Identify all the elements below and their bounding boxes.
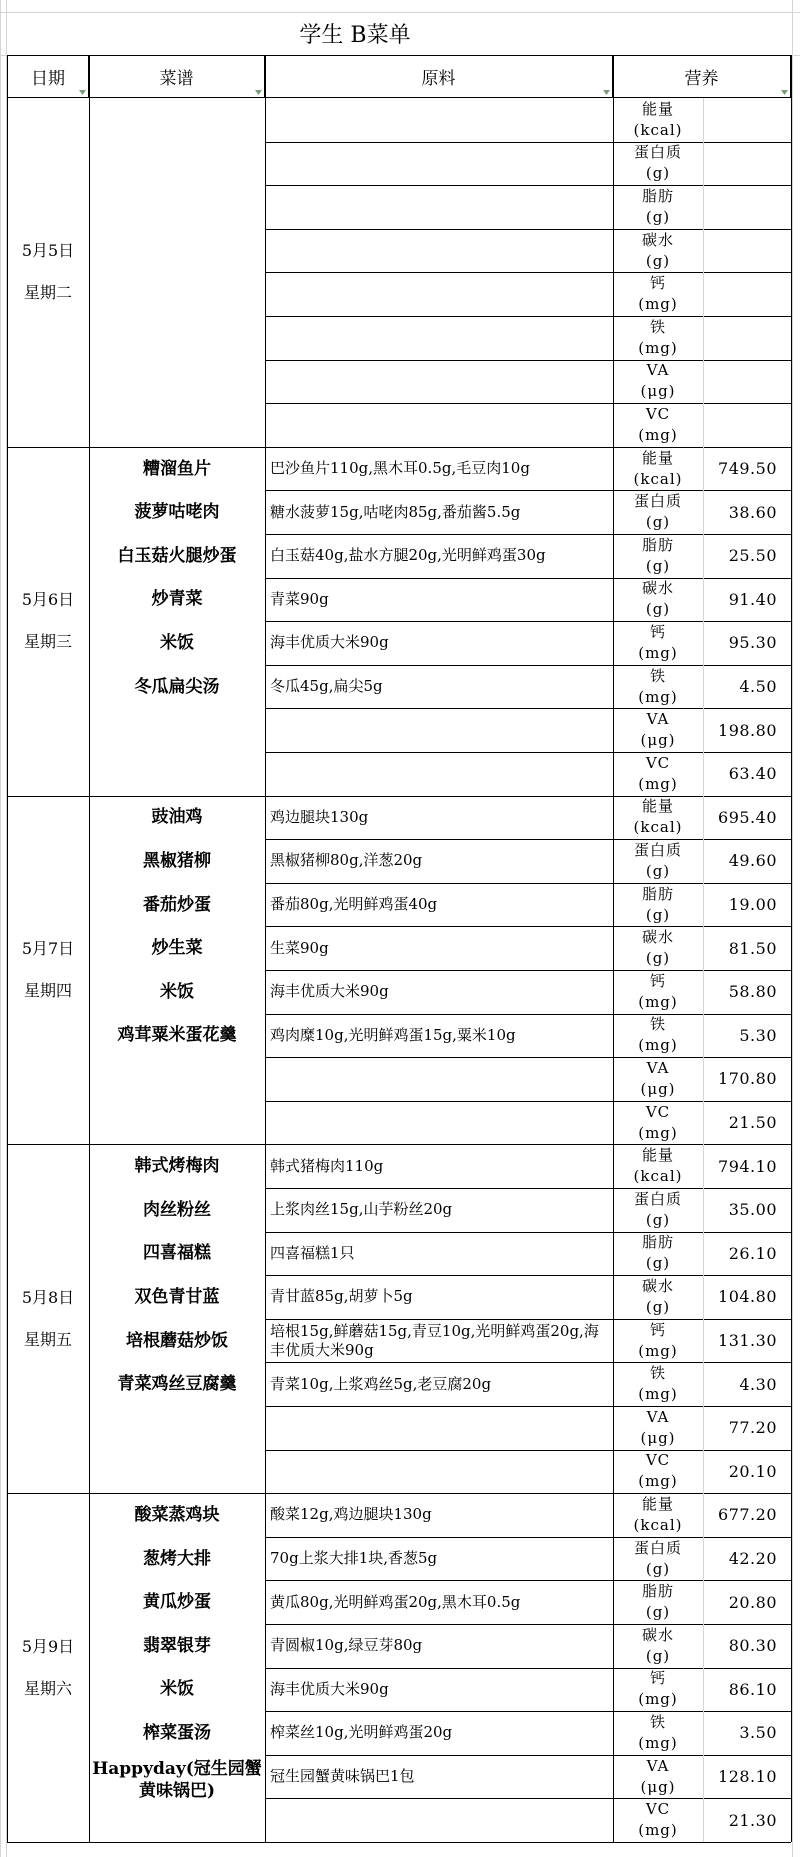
nutrient-value: 77.20 bbox=[728, 1418, 777, 1438]
nutrient-unit: (μg) bbox=[640, 1777, 676, 1796]
gridline bbox=[265, 578, 791, 579]
dish-name: 双色青甘蓝 bbox=[134, 1286, 220, 1307]
nutrient-label bbox=[613, 316, 703, 360]
gridline bbox=[265, 534, 791, 535]
dish-name: 葱烤大排 bbox=[143, 1548, 211, 1569]
nutrient-value: 695.40 bbox=[718, 807, 777, 827]
nutrient-name: 铁 bbox=[649, 666, 666, 685]
nutrient-value: 128.10 bbox=[718, 1767, 777, 1787]
nutrient-name: 钙 bbox=[649, 274, 666, 293]
dish-ingredients: 海丰优质大米90g bbox=[270, 633, 389, 652]
nutrient-value: 104.80 bbox=[718, 1287, 777, 1307]
gridline bbox=[265, 1188, 791, 1189]
nutrient-unit: (mg) bbox=[638, 774, 678, 793]
nutrient-unit: (mg) bbox=[638, 687, 678, 706]
dish-name: 菠萝咕咾肉 bbox=[134, 502, 220, 523]
dish-name: 米饭 bbox=[160, 1679, 194, 1700]
nutrient-name: VC bbox=[645, 1102, 671, 1121]
nutrient-name: VC bbox=[645, 1451, 671, 1470]
dish-name: 酸菜蒸鸡块 bbox=[134, 1504, 220, 1525]
nutrient-name: 能量 bbox=[641, 1494, 674, 1513]
nutrient-label bbox=[613, 665, 703, 709]
dish-name: 米饭 bbox=[160, 632, 194, 653]
gridline bbox=[265, 1014, 791, 1015]
nutrient-name: 碳水 bbox=[641, 1625, 674, 1644]
nutrient-unit: (mg) bbox=[638, 643, 678, 662]
gridline bbox=[7, 55, 791, 56]
date-cell bbox=[7, 796, 89, 1145]
gridline bbox=[265, 360, 791, 361]
nutrient-name: 钙 bbox=[649, 1320, 666, 1339]
nutrient-label bbox=[613, 534, 703, 578]
gridline bbox=[265, 316, 791, 317]
date-cell bbox=[7, 1144, 89, 1493]
nutrient-unit: (mg) bbox=[638, 1690, 678, 1709]
nutrient-unit: (g) bbox=[645, 556, 671, 575]
gridline bbox=[265, 1580, 791, 1581]
dish-ingredients: 鸡肉糜10g,光明鲜鸡蛋15g,粟米10g bbox=[270, 1025, 516, 1044]
nutrient-unit: (kcal) bbox=[633, 1167, 683, 1186]
nutrient-name: VA bbox=[646, 1756, 670, 1775]
nutrient-name: 脂肪 bbox=[641, 186, 674, 205]
header-ingredients-label: 原料 bbox=[421, 69, 456, 89]
nutrient-name: 碳水 bbox=[641, 1276, 674, 1295]
nutrient-label bbox=[613, 708, 703, 752]
nutrient-label bbox=[613, 1537, 703, 1581]
nutrient-name: 能量 bbox=[641, 448, 674, 467]
nutrient-label bbox=[613, 272, 703, 316]
dish-ingredients: 鸡边腿块130g bbox=[270, 807, 369, 826]
nutrient-label bbox=[613, 1450, 703, 1494]
nutrient-label bbox=[613, 1668, 703, 1712]
nutrient-label bbox=[613, 796, 703, 840]
nutrient-unit: (kcal) bbox=[633, 818, 683, 837]
nutrient-value bbox=[703, 229, 791, 273]
nutrient-label bbox=[613, 1232, 703, 1276]
date-label: 5月9日 bbox=[21, 1636, 75, 1656]
date-cell bbox=[7, 1493, 89, 1842]
gridline bbox=[265, 1406, 791, 1407]
nutrient-name: 脂肪 bbox=[641, 535, 674, 554]
dish-name: 炒青菜 bbox=[151, 589, 203, 610]
date-label: 5月7日 bbox=[21, 938, 75, 958]
nutrient-value: 91.40 bbox=[728, 589, 777, 609]
menu-title: 学生 B菜单 bbox=[299, 22, 411, 48]
nutrient-unit: (g) bbox=[645, 1559, 671, 1578]
dish-ingredients: 上浆肉丝15g,山芋粉丝20g bbox=[270, 1200, 453, 1219]
nutrient-name: 铁 bbox=[649, 1015, 666, 1034]
gridline bbox=[265, 1101, 791, 1102]
nutrient-label bbox=[613, 1406, 703, 1450]
weekday-label: 星期四 bbox=[23, 980, 72, 1000]
nutrient-unit: (g) bbox=[645, 164, 671, 183]
nutrient-unit: (kcal) bbox=[633, 1515, 683, 1534]
nutrient-value bbox=[703, 403, 791, 447]
dish-ingredients: 番茄80g,光明鲜鸡蛋40g bbox=[270, 895, 438, 914]
nutrient-label bbox=[613, 142, 703, 186]
filter-dropdown-icon[interactable] bbox=[79, 90, 86, 95]
nutrient-unit: (mg) bbox=[638, 1123, 678, 1142]
nutrient-label bbox=[613, 1275, 703, 1319]
dish-name: 鸡茸粟米蛋花羹 bbox=[117, 1025, 237, 1046]
nutrient-name: 能量 bbox=[641, 99, 674, 118]
dish-name: 青菜鸡丝豆腐羹 bbox=[117, 1374, 237, 1395]
nutrient-label bbox=[613, 1798, 703, 1842]
dish-ingredients: 生菜90g bbox=[270, 938, 329, 957]
dish-name: 翡翠银芽 bbox=[143, 1635, 211, 1656]
header-ingredients[interactable] bbox=[265, 56, 613, 98]
nutrient-value: 95.30 bbox=[728, 633, 777, 653]
nutrient-unit: (μg) bbox=[640, 1079, 676, 1098]
nutrient-name: 钙 bbox=[649, 622, 666, 641]
nutrient-name: 脂肪 bbox=[641, 1233, 674, 1252]
nutrient-label bbox=[613, 621, 703, 665]
gridline bbox=[265, 185, 791, 186]
nutrient-label bbox=[613, 883, 703, 927]
dish-ingredients: 冠生园蟹黄味锅巴1包 bbox=[270, 1767, 415, 1786]
nutrient-unit: (g) bbox=[645, 600, 671, 619]
dish-ingredients: 海丰优质大米90g bbox=[270, 982, 389, 1001]
header-nutrition[interactable] bbox=[613, 56, 791, 98]
dish-ingredients: 黄瓜80g,光明鲜鸡蛋20g,黑木耳0.5g bbox=[270, 1592, 521, 1611]
nutrient-value bbox=[703, 98, 791, 142]
dish-name: 糟溜鱼片 bbox=[143, 458, 211, 479]
nutrient-label bbox=[613, 1057, 703, 1101]
dish-name: 番茄炒蛋 bbox=[143, 894, 211, 915]
nutrient-unit: (mg) bbox=[638, 1036, 678, 1055]
gridline bbox=[265, 621, 791, 622]
nutrient-name: VC bbox=[645, 404, 671, 423]
gridline bbox=[265, 229, 791, 230]
nutrient-label bbox=[613, 578, 703, 622]
dish-ingredients: 酸菜12g,鸡边腿块130g bbox=[270, 1505, 432, 1524]
faint-gridline bbox=[0, 12, 800, 13]
nutrient-value: 794.10 bbox=[718, 1156, 777, 1176]
gridline bbox=[265, 883, 791, 884]
dish-name: 韩式烤梅肉 bbox=[134, 1156, 220, 1177]
faint-gridline bbox=[0, 0, 1, 1857]
nutrient-unit: (g) bbox=[645, 207, 671, 226]
nutrient-value: 35.00 bbox=[728, 1200, 777, 1220]
nutrient-name: VC bbox=[645, 753, 671, 772]
nutrient-label bbox=[613, 360, 703, 404]
nutrient-unit: (kcal) bbox=[633, 469, 683, 488]
gridline bbox=[265, 1711, 791, 1712]
nutrient-unit: (g) bbox=[645, 905, 671, 924]
dish-name: 黑椒猪柳 bbox=[143, 850, 211, 871]
gridline bbox=[265, 926, 791, 927]
nutrient-name: 蛋白质 bbox=[633, 1538, 682, 1557]
nutrient-value: 25.50 bbox=[728, 546, 777, 566]
nutrient-name: 蛋白质 bbox=[633, 143, 682, 162]
nutrient-unit: (mg) bbox=[638, 1472, 678, 1491]
nutrient-label bbox=[613, 839, 703, 883]
nutrient-value bbox=[703, 316, 791, 360]
gridline bbox=[265, 403, 791, 404]
dish-ingredients: 韩式猪梅肉110g bbox=[270, 1156, 384, 1175]
dish-ingredients: 70g上浆大排1块,香葱5g bbox=[270, 1549, 438, 1568]
faint-gridline bbox=[703, 98, 704, 1842]
nutrient-unit: (g) bbox=[645, 513, 671, 532]
nutrient-value: 80.30 bbox=[728, 1636, 777, 1656]
nutrient-label bbox=[613, 1755, 703, 1799]
nutrient-value: 86.10 bbox=[728, 1679, 777, 1699]
nutrient-name: 钙 bbox=[649, 971, 666, 990]
dish-ingredients: 黑椒猪柳80g,洋葱20g bbox=[270, 851, 423, 870]
dish-ingredients: 榨菜丝10g,光明鲜鸡蛋20g bbox=[270, 1723, 453, 1742]
dish-ingredients: 青菜90g bbox=[270, 589, 329, 608]
nutrient-value: 3.50 bbox=[739, 1723, 777, 1743]
dish-name: 冬瓜扁尖汤 bbox=[134, 676, 220, 697]
nutrient-label bbox=[613, 1319, 703, 1363]
nutrient-unit: (μg) bbox=[640, 731, 676, 750]
nutrient-value: 21.50 bbox=[728, 1113, 777, 1133]
nutrient-unit: (g) bbox=[645, 251, 671, 270]
weekday-label: 星期六 bbox=[23, 1678, 72, 1698]
nutrient-label bbox=[613, 98, 703, 142]
gridline bbox=[265, 1275, 791, 1276]
nutrient-label bbox=[613, 1711, 703, 1755]
gridline bbox=[265, 1668, 791, 1669]
nutrient-name: 蛋白质 bbox=[633, 840, 682, 859]
nutrient-label bbox=[613, 229, 703, 273]
nutrient-value: 198.80 bbox=[718, 720, 777, 740]
dish-ingredients: 四喜福糕1只 bbox=[270, 1243, 355, 1262]
nutrient-name: VA bbox=[646, 1407, 670, 1426]
nutrient-label bbox=[613, 1580, 703, 1624]
nutrient-name: 碳水 bbox=[641, 579, 674, 598]
gridline bbox=[613, 55, 614, 1842]
nutrient-unit: (g) bbox=[645, 1210, 671, 1229]
nutrient-name: 蛋白质 bbox=[633, 492, 682, 511]
date-label: 5月8日 bbox=[21, 1287, 75, 1307]
nutrient-label bbox=[613, 1101, 703, 1145]
nutrient-value: 170.80 bbox=[718, 1069, 777, 1089]
dish-ingredients: 青甘蓝85g,胡萝卜5g bbox=[270, 1287, 413, 1306]
gridline bbox=[265, 1450, 791, 1451]
date-label: 5月5日 bbox=[21, 241, 75, 261]
nutrient-value: 5.30 bbox=[739, 1025, 777, 1045]
dish-name: 豉油鸡 bbox=[151, 807, 203, 828]
dish-name: Happyday(冠生园蟹黄味锅巴) bbox=[92, 1758, 262, 1801]
nutrient-label bbox=[613, 1362, 703, 1406]
nutrient-value: 4.50 bbox=[739, 677, 777, 697]
dish-ingredients: 巴沙鱼片110g,黑木耳0.5g,毛豆肉10g bbox=[270, 459, 530, 478]
nutrient-label bbox=[613, 1493, 703, 1537]
nutrient-name: 蛋白质 bbox=[633, 1189, 682, 1208]
nutrient-label bbox=[613, 185, 703, 229]
gridline bbox=[265, 839, 791, 840]
nutrient-label bbox=[613, 1144, 703, 1188]
dish-ingredients: 青圆椒10g,绿豆芽80g bbox=[270, 1636, 423, 1655]
nutrient-value: 677.20 bbox=[718, 1505, 777, 1525]
nutrient-value: 63.40 bbox=[728, 764, 777, 784]
nutrient-label bbox=[613, 490, 703, 534]
dish-name: 培根蘑菇炒饭 bbox=[126, 1330, 228, 1351]
gridline bbox=[265, 272, 791, 273]
nutrient-unit: (kcal) bbox=[633, 120, 683, 139]
weekday-label: 星期二 bbox=[23, 283, 72, 303]
gridline bbox=[265, 1624, 791, 1625]
nutrient-value bbox=[703, 142, 791, 186]
nutrient-name: 铁 bbox=[649, 317, 666, 336]
gridline bbox=[791, 55, 792, 1842]
dish-ingredients: 冬瓜45g,扁尖5g bbox=[270, 677, 383, 696]
nutrient-label bbox=[613, 926, 703, 970]
nutrient-value: 20.80 bbox=[728, 1592, 777, 1612]
nutrient-value bbox=[703, 360, 791, 404]
nutrient-name: 铁 bbox=[649, 1364, 666, 1383]
dish-name: 米饭 bbox=[160, 981, 194, 1002]
dish-ingredients: 青菜10g,上浆鸡丝5g,老豆腐20g bbox=[270, 1374, 492, 1393]
nutrient-name: 碳水 bbox=[641, 230, 674, 249]
gridline bbox=[265, 1362, 791, 1363]
nutrient-value: 81.50 bbox=[728, 938, 777, 958]
dish-name: 四喜福糕 bbox=[143, 1243, 211, 1264]
gridline bbox=[7, 1842, 791, 1843]
filter-dropdown-icon[interactable] bbox=[255, 90, 262, 95]
nutrient-unit: (mg) bbox=[638, 992, 678, 1011]
gridline bbox=[265, 1537, 791, 1538]
nutrient-label bbox=[613, 1624, 703, 1668]
gridline bbox=[265, 665, 791, 666]
nutrient-name: 脂肪 bbox=[641, 884, 674, 903]
nutrient-name: 碳水 bbox=[641, 928, 674, 947]
gridline bbox=[265, 1798, 791, 1799]
gridline bbox=[265, 1057, 791, 1058]
weekday-label: 星期五 bbox=[23, 1329, 72, 1349]
nutrient-label bbox=[613, 1014, 703, 1058]
filter-dropdown-icon[interactable] bbox=[781, 90, 788, 95]
nutrient-name: 能量 bbox=[641, 797, 674, 816]
nutrient-value: 4.30 bbox=[739, 1374, 777, 1394]
header-dish[interactable] bbox=[89, 56, 265, 98]
nutrient-unit: (mg) bbox=[638, 1821, 678, 1840]
nutrient-label bbox=[613, 752, 703, 796]
weekday-label: 星期三 bbox=[23, 632, 72, 652]
header-date-label: 日期 bbox=[31, 69, 65, 89]
dish-name: 炒生菜 bbox=[151, 938, 203, 959]
dish-ingredients: 糖水菠萝15g,咕咾肉85g,番茄酱5.5g bbox=[270, 502, 521, 521]
nutrient-name: 脂肪 bbox=[641, 1582, 674, 1601]
nutrient-unit: (g) bbox=[645, 1646, 671, 1665]
gridline bbox=[89, 55, 90, 1842]
nutrient-name: VA bbox=[646, 710, 670, 729]
nutrient-unit: (g) bbox=[645, 861, 671, 880]
nutrient-unit: (mg) bbox=[638, 295, 678, 314]
gridline bbox=[265, 55, 266, 1842]
nutrient-unit: (g) bbox=[645, 1254, 671, 1273]
nutrient-value: 42.20 bbox=[728, 1549, 777, 1569]
gridline bbox=[265, 142, 791, 143]
dish-name: 榨菜蛋汤 bbox=[143, 1722, 211, 1743]
nutrient-label bbox=[613, 970, 703, 1014]
nutrient-unit: (mg) bbox=[638, 1385, 678, 1404]
nutrient-value: 38.60 bbox=[728, 502, 777, 522]
date-cell bbox=[7, 98, 89, 447]
nutrient-value: 19.00 bbox=[728, 895, 777, 915]
nutrient-value: 131.30 bbox=[718, 1331, 777, 1351]
gridline bbox=[265, 1755, 791, 1756]
dish-name: 黄瓜炒蛋 bbox=[143, 1592, 211, 1613]
gridline bbox=[265, 970, 791, 971]
date-label: 5月6日 bbox=[21, 590, 75, 610]
header-nutrition-label: 营养 bbox=[684, 69, 719, 89]
nutrient-name: VA bbox=[646, 361, 670, 380]
nutrient-unit: (g) bbox=[645, 949, 671, 968]
nutrient-unit: (mg) bbox=[638, 338, 678, 357]
nutrient-name: 能量 bbox=[641, 1146, 674, 1165]
dish-ingredients: 白玉菇40g,盐水方腿20g,光明鲜鸡蛋30g bbox=[270, 546, 546, 565]
nutrient-value: 58.80 bbox=[728, 982, 777, 1002]
header-date[interactable] bbox=[7, 56, 89, 98]
nutrient-name: VC bbox=[645, 1800, 671, 1819]
filter-dropdown-icon[interactable] bbox=[603, 90, 610, 95]
dish-ingredients: 培根15g,鲜蘑菇15g,青豆10g,光明鲜鸡蛋20g,海丰优质大米90g bbox=[270, 1321, 599, 1359]
nutrient-value bbox=[703, 185, 791, 229]
nutrient-label bbox=[613, 447, 703, 491]
nutrient-value: 21.30 bbox=[728, 1810, 777, 1830]
nutrient-label bbox=[613, 1188, 703, 1232]
nutrient-value: 26.10 bbox=[728, 1243, 777, 1263]
nutrient-value: 20.10 bbox=[728, 1461, 777, 1481]
gridline bbox=[265, 1319, 791, 1320]
nutrient-name: 钙 bbox=[649, 1669, 666, 1688]
nutrient-value bbox=[703, 272, 791, 316]
nutrient-unit: (g) bbox=[645, 1297, 671, 1316]
nutrient-unit: (g) bbox=[645, 1603, 671, 1622]
date-cell bbox=[7, 447, 89, 796]
gridline bbox=[265, 708, 791, 709]
gridline bbox=[7, 55, 8, 1842]
nutrient-unit: (mg) bbox=[638, 425, 678, 444]
nutrient-value: 749.50 bbox=[718, 459, 777, 479]
dish-name: 白玉菇火腿炒蛋 bbox=[117, 545, 237, 566]
gridline bbox=[265, 1232, 791, 1233]
nutrient-name: 铁 bbox=[649, 1712, 666, 1731]
nutrient-unit: (μg) bbox=[640, 382, 676, 401]
nutrient-name: VA bbox=[646, 1058, 670, 1077]
dish-name: 肉丝粉丝 bbox=[143, 1199, 211, 1220]
nutrient-unit: (mg) bbox=[638, 1733, 678, 1752]
header-dish-label: 菜谱 bbox=[159, 69, 194, 89]
gridline bbox=[265, 752, 791, 753]
nutrient-value: 49.60 bbox=[728, 851, 777, 871]
nutrient-label bbox=[613, 403, 703, 447]
gridline bbox=[265, 490, 791, 491]
dish-ingredients: 海丰优质大米90g bbox=[270, 1679, 389, 1698]
faint-gridline bbox=[792, 0, 793, 1857]
nutrient-unit: (mg) bbox=[638, 1341, 678, 1360]
nutrient-unit: (μg) bbox=[640, 1428, 676, 1447]
